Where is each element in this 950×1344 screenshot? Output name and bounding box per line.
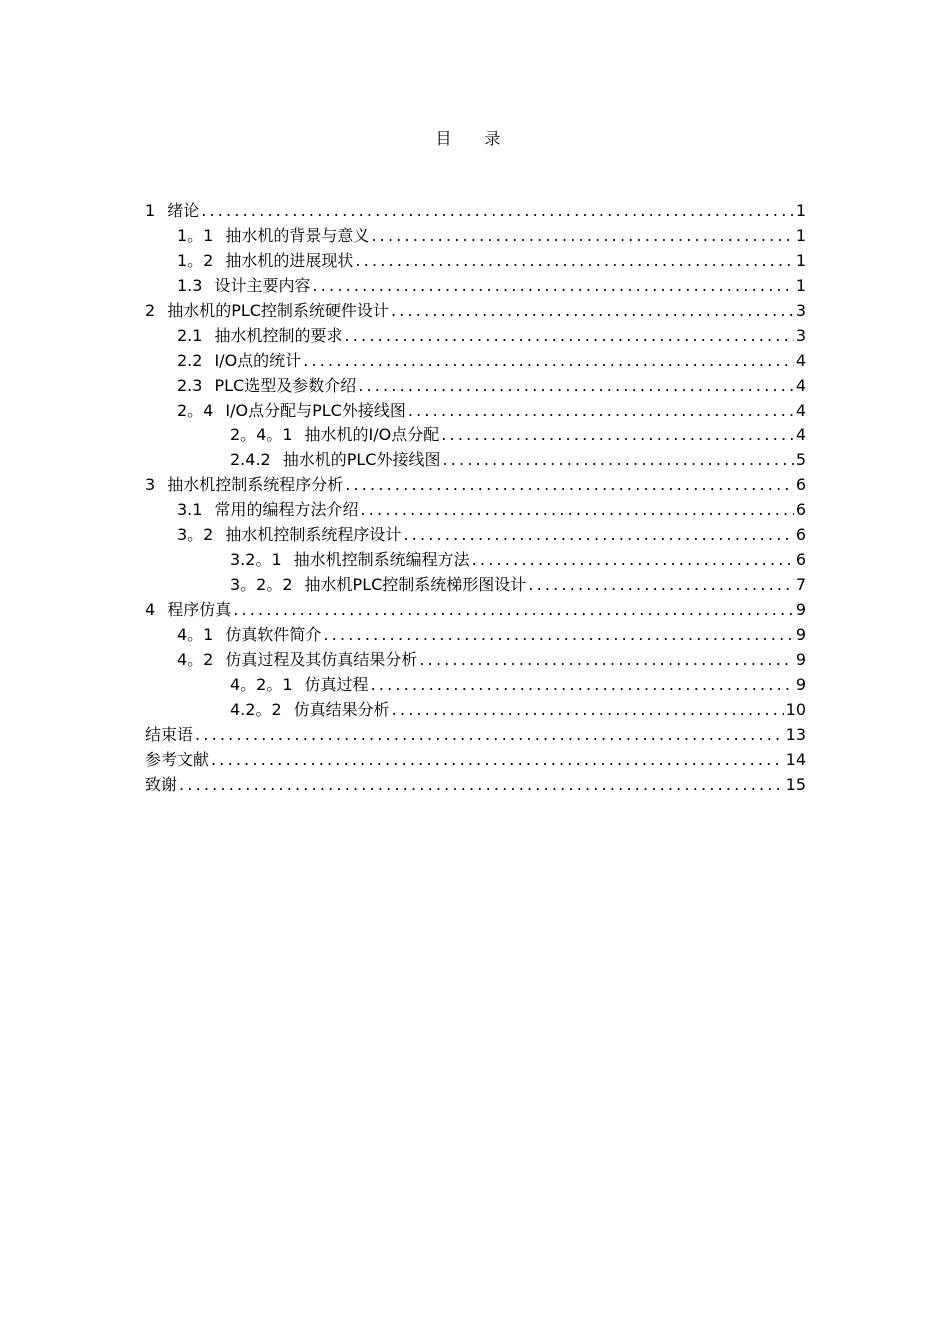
toc-entry-number: 2.3 (177, 375, 203, 395)
dot-leader (528, 573, 794, 598)
toc-entry-title: 仿真过程及其仿真结果分析 (225, 649, 418, 669)
toc-entry (145, 199, 806, 224)
toc-entry-title: 抽水机控制的要求 (214, 325, 343, 345)
toc-entry-number: 4。2。1 (230, 674, 293, 694)
toc-entry-number: 4。1 (177, 624, 214, 644)
toc-entry (145, 274, 806, 299)
toc-entry-page-number: 3 (795, 300, 806, 320)
toc-entry-title: 抽水机控制系统编程方法 (293, 550, 470, 570)
toc-entry-number: 1。2 (177, 250, 214, 270)
toc-entry-page-number: 9 (795, 600, 806, 619)
toc-entry (145, 748, 806, 773)
toc-entry-title: 抽水机的进展现状 (225, 250, 354, 270)
toc-entry-title: 仿真结果分析 (293, 699, 390, 719)
toc-entry-number: 3。2 (177, 525, 214, 545)
dot-leader (392, 698, 784, 723)
toc-entry-title: 抽水机的PLC外接线图 (282, 450, 441, 470)
toc-entry-number: 2 (145, 300, 156, 320)
dot-leader (403, 523, 793, 548)
dot-leader (345, 473, 794, 498)
toc-entry-page-number: 4 (795, 375, 806, 395)
toc-entry-page-number: 4 (795, 350, 806, 370)
toc-entry (145, 698, 806, 723)
toc-entry (145, 723, 806, 748)
toc-entry (145, 548, 806, 573)
toc-entry (145, 598, 806, 623)
toc-entry-title: 仿真软件简介 (225, 624, 322, 644)
toc-entry-page-number: 9 (795, 624, 806, 644)
toc-entry-title: 抽水机控制系统程序分析 (167, 475, 344, 495)
toc-entry-title: 致谢 (145, 774, 178, 794)
toc-entry-title: I/O点分配与PLC外接线图 (225, 400, 406, 420)
toc-entry-page-number: 14 (785, 749, 806, 769)
dot-leader (201, 199, 794, 224)
toc-entry-page-number: 10 (785, 699, 806, 719)
dot-leader (442, 448, 793, 473)
dot-leader (355, 249, 793, 274)
toc-title: 目 录 (435, 129, 515, 148)
toc-entry-number: 3。2。2 (230, 575, 293, 595)
toc-entry (145, 498, 806, 523)
toc-entry-title: 抽水机的PLC控制系统硬件设计 (167, 300, 389, 320)
dot-leader (360, 498, 793, 523)
toc-entry-title: I/O点的统计 (214, 350, 302, 370)
dot-leader (419, 648, 793, 673)
toc-entry-title: 常用的编程方法介绍 (214, 500, 359, 520)
toc-entry (145, 299, 806, 324)
toc-entry-title: 仿真过程 (304, 674, 369, 694)
toc-entry-page-number: 6 (795, 525, 806, 545)
toc-entry-number: 3 (145, 475, 156, 495)
dot-leader (323, 623, 793, 648)
toc-entry-number: 2.1 (177, 325, 203, 345)
toc-entry (145, 673, 806, 698)
toc-entry-page-number: 6 (795, 500, 806, 520)
toc-entry-page-number: 1 (795, 275, 806, 295)
toc-entry-page-number: 13 (785, 724, 806, 744)
toc-entry-number: 4 (145, 600, 156, 619)
dot-leader (211, 748, 784, 773)
toc-entry-number: 4。2 (177, 649, 214, 669)
toc-entry-number: 2。4 (177, 400, 214, 420)
toc-entry-title: PLC选型及参数介绍 (214, 375, 357, 395)
toc-entry (145, 399, 806, 424)
toc-entry (145, 249, 806, 274)
toc-entry-page-number: 4 (795, 425, 806, 445)
toc-entry-title: 绪论 (167, 201, 200, 220)
dot-leader (472, 548, 794, 573)
toc-entry-page-number: 7 (795, 575, 806, 595)
dot-leader (371, 673, 794, 698)
dot-leader (233, 598, 794, 623)
toc-entry-title: 程序仿真 (167, 600, 232, 619)
toc-entry (145, 448, 806, 473)
toc-entry (145, 573, 806, 598)
toc-entry-page-number: 15 (785, 774, 806, 794)
toc-entry-page-number: 1 (795, 201, 806, 220)
toc-entry-title: 结束语 (145, 724, 194, 744)
toc-entry (145, 374, 806, 399)
toc-entry (145, 224, 806, 249)
toc-entry (145, 473, 806, 498)
toc-entry-page-number: 1 (795, 250, 806, 270)
dot-leader (441, 423, 794, 448)
toc-entry-number: 4.2。2 (230, 699, 282, 719)
toc-entry-title: 抽水机PLC控制系统梯形图设计 (304, 575, 527, 595)
dot-leader (312, 274, 793, 299)
toc-entry-page-number: 9 (795, 649, 806, 669)
dot-leader (303, 349, 794, 374)
toc-entry-title: 设计主要内容 (214, 275, 311, 295)
table-of-contents (145, 199, 806, 798)
toc-entry-page-number: 5 (795, 450, 806, 470)
dot-leader (179, 773, 784, 798)
dot-leader (195, 723, 784, 748)
toc-entry-number: 1。1 (177, 225, 214, 245)
toc-entry (145, 423, 806, 448)
toc-entry-number: 2.2 (177, 350, 203, 370)
dot-leader (408, 399, 794, 424)
toc-entry (145, 324, 806, 349)
dot-leader (344, 324, 793, 349)
dot-leader (391, 299, 794, 324)
toc-entry-page-number: 1 (795, 225, 806, 245)
toc-entry-title: 抽水机控制系统程序设计 (225, 525, 402, 545)
dot-leader (358, 374, 794, 399)
toc-entry-title: 参考文献 (145, 749, 210, 769)
toc-entry-page-number: 6 (795, 550, 806, 570)
toc-entry (145, 523, 806, 548)
toc-entry (145, 773, 806, 798)
toc-entry-number: 3.2。1 (230, 550, 282, 570)
toc-entry-number: 3.1 (177, 500, 203, 520)
toc-entry-page-number: 4 (795, 400, 806, 420)
toc-entry-page-number: 9 (795, 674, 806, 694)
toc-entry-number: 2.4.2 (230, 450, 271, 470)
toc-entry-number: 1.3 (177, 275, 203, 295)
toc-entry-page-number: 6 (795, 475, 806, 495)
toc-entry-title: 抽水机的背景与意义 (225, 225, 370, 245)
toc-entry-page-number: 3 (795, 325, 806, 345)
toc-entry (145, 349, 806, 374)
toc-entry-number: 2。4。1 (230, 425, 293, 445)
dot-leader (371, 224, 793, 249)
toc-entry (145, 623, 806, 648)
toc-entry-title: 抽水机的I/O点分配 (304, 425, 440, 445)
toc-entry (145, 648, 806, 673)
toc-entry-number: 1 (145, 201, 156, 220)
